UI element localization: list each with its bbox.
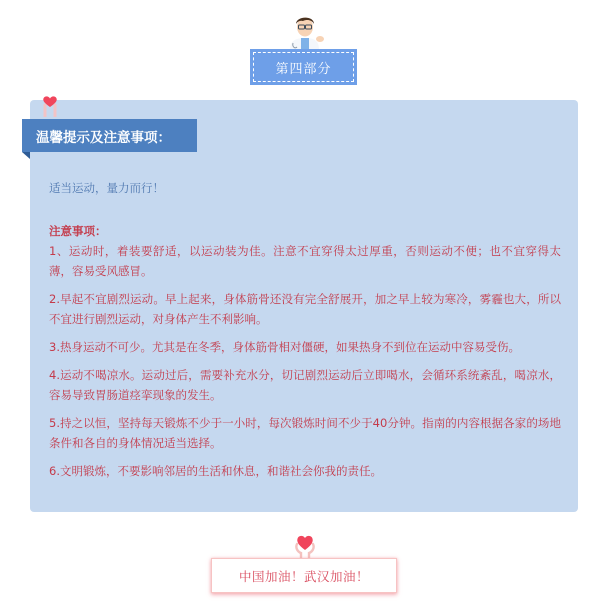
heart-icon [40, 95, 60, 117]
note-item: 4.运动不喝凉水。运动过后，需要补充水分，切记剧烈运动后立即喝水，会循环系统紊乱，喝凉水，容易导致胃肠道痉挛现象的发生。 [49, 368, 561, 402]
footer-slogan: 中国加油！武汉加油！ [238, 568, 369, 584]
note-item: 6.文明锻炼，不要影响邻居的生活和休息，和谐社会你我的责任。 [49, 464, 382, 478]
section-badge [250, 49, 357, 85]
doctor-icon [283, 12, 327, 50]
intro-text: 适当运动，量力而行！ [49, 181, 164, 195]
note-item: 3.热身运动不可少。尤其是在冬季，身体筋骨相对僵硬，如果热身不到位在运动中容易受伤。 [49, 340, 520, 354]
note-item: 2.早起不宜剧烈运动。早上起来，身体筋骨还没有完全舒展开，加之早上较为寒冷，雾霾也大，所以不宜进行剧烈运动，对身体产生不利影响。 [49, 292, 561, 326]
card-content [49, 178, 561, 489]
card-header-title: 温馨提示及注意事项： [22, 119, 197, 152]
note-item: 1、运动时，着装要舒适，以运动装为佳。注意不宜穿得太过厚重，否则运动不便；也不宜穿得太薄，容易受风感冒。 [49, 244, 561, 278]
note-item: 5.持之以恒，坚持每天锻炼不少于一小时，每次锻炼时间不少于40分钟。指南的内容根据各家的场地条件和各自的身体情况适当选择。 [49, 416, 561, 450]
footer-slogan-box [211, 558, 397, 593]
notes-title: 注意事项： [49, 224, 107, 238]
section-badge-label: 第四部分 [253, 52, 354, 82]
heart-hands-icon [292, 532, 318, 559]
card-header-fold [22, 152, 30, 159]
